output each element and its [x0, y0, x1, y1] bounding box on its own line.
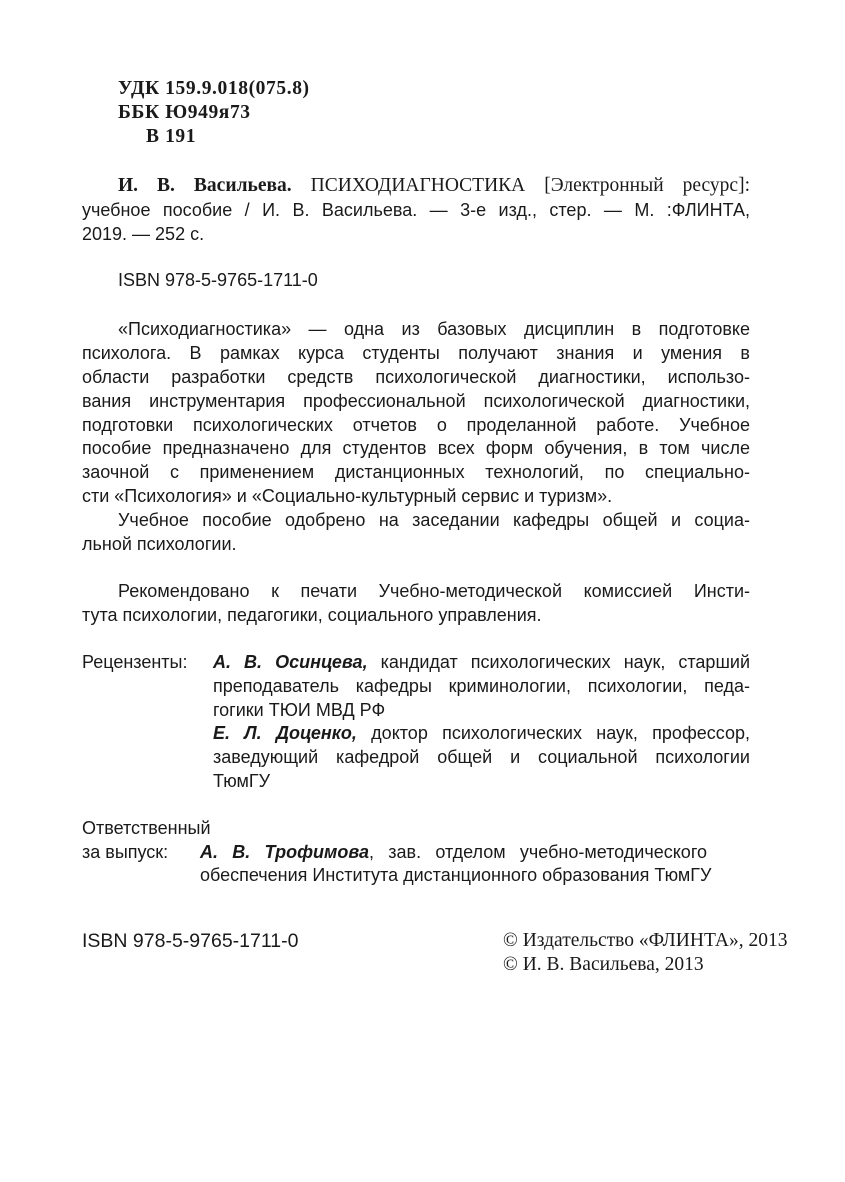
bib-author: И. В. Васильева. — [118, 175, 292, 196]
approval-line: Учебное пособие одобрено на заседании кафедры общей и социа- — [118, 510, 750, 530]
bib-line-3: 2019. — 252 с. — [82, 224, 205, 244]
annotation-line: заочной с применением дистанционных технологий, по специально- — [82, 462, 750, 482]
reviewer-1-name: А. В. Осинцева, — [213, 652, 368, 672]
annotation-line: «Психодиагностика» — одна из базовых дисциплин в подготовке — [118, 319, 750, 339]
reviewer-2-title: доктор психологических наук, профессор, — [356, 723, 750, 743]
reviewer-1-line-3: гогики ТЮИ МВД РФ — [213, 700, 386, 720]
author-mark-code: В 191 — [146, 126, 197, 147]
reviewer-2-line-3: ТюмГУ — [213, 771, 271, 791]
copyright-publisher: © Издательство «ФЛИНТА», 2013 — [503, 930, 788, 951]
annotation-line: сти «Психология» и «Социально-культурный сервис и туризм». — [82, 486, 613, 506]
isbn-top: ISBN 978-5-9765-1711-0 — [118, 270, 318, 290]
reviewer-2-name: Е. Л. Доценко, — [213, 723, 357, 743]
bib-title: ПСИХОДИАГНОСТИКА [Электронный ресурс]: — [310, 175, 751, 196]
isbn-bottom: ISBN 978-5-9765-1711-0 — [82, 930, 299, 952]
reviewer-2-line-1 — [213, 721, 750, 745]
responsible-label-2: за выпуск: — [82, 842, 169, 862]
responsible-title: , зав. отделом учебно-методического — [368, 842, 707, 862]
responsible-line-2: обеспечения Института дистанционного образования ТюмГУ — [200, 865, 712, 885]
responsible-line-1 — [200, 840, 707, 864]
responsible-name: А. В. Трофимова — [200, 842, 369, 862]
bbk-code: ББК Ю949я73 — [118, 102, 251, 123]
copyright-author: © И. В. Васильева, 2013 — [503, 954, 704, 975]
copyright-block — [503, 929, 787, 977]
annotation-line: психолога. В рамках курса студенты получают знания и умения в — [82, 343, 750, 363]
udk-code: УДК 159.9.018(075.8) — [118, 78, 310, 99]
bib-line-1 — [118, 174, 750, 198]
reviewer-1-line-2: преподаватель кафедры криминологии, психологии, педа- — [213, 676, 750, 696]
annotation-line: вания инструментария профессиональной психологической диагностики, — [82, 391, 750, 411]
classification-block — [118, 77, 310, 149]
annotation-line: пособие предназначено для студентов всех форм обучения, в том числе — [82, 438, 750, 458]
bib-line-2: учебное пособие / И. В. Васильева. — 3-е изд., стер. — М. :ФЛИНТА, — [82, 200, 750, 220]
recommendation-line: Рекомендовано к печати Учебно-методической комиссией Инсти- — [118, 581, 750, 601]
reviewer-1-line-1 — [213, 650, 750, 674]
annotation-line: подготовки психологических отчетов о проделанной работе. Учебное — [82, 415, 750, 435]
reviewer-2-line-2: заведующий кафедрой общей и социальной психологии — [213, 747, 750, 767]
annotation-line: области разработки средств психологической диагностики, использо- — [82, 367, 750, 387]
reviewers-label: Рецензенты: — [82, 652, 188, 672]
responsible-label-1: Ответственный — [82, 818, 211, 838]
approval-line: льной психологии. — [82, 534, 237, 554]
recommendation-line: тута психологии, педагогики, социального управления. — [82, 605, 542, 625]
reviewer-1-title: кандидат психологических наук, старший — [367, 652, 750, 672]
